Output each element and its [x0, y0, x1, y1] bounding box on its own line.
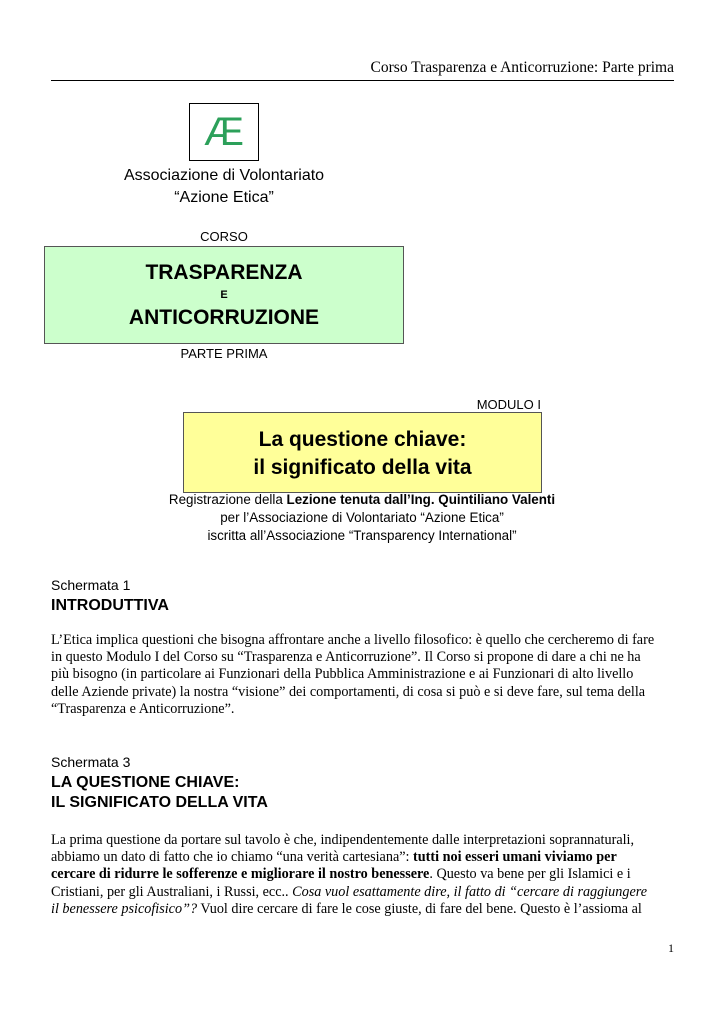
- italic-run: il benessere psicofisico”?: [51, 900, 198, 917]
- paragraph-line: La prima questione da portare sul tavolo è che, indipendentemente dalle interpretazioni soprannaturali,: [51, 832, 635, 848]
- section3-title-line-1: LA QUESTIONE CHIAVE:: [51, 774, 240, 791]
- section3-paragraph: [51, 832, 675, 918]
- page-number: 1: [668, 941, 674, 955]
- association-name: [44, 165, 404, 209]
- course-label: CORSO: [200, 229, 248, 244]
- text-run: . Questo va bene per gli Islamici e i: [429, 866, 631, 883]
- section3-label: Schermata 3: [51, 754, 131, 770]
- module-title-line-1: La questione chiave:: [258, 428, 467, 451]
- paragraph-line: [51, 849, 675, 866]
- course-title-box: [44, 246, 404, 344]
- module-title-line-2: il significato della vita: [253, 456, 472, 479]
- bold-run: tutti noi esseri umani viviamo per: [413, 849, 617, 866]
- text-run: abbiamo un dato di fatto che io chiamo “una verità cartesiana”:: [51, 849, 414, 866]
- paragraph-line: [51, 884, 675, 901]
- paragraph-line: in questo Modulo I del Corso su “Trasparenza e Anticorruzione”. Il Corso si propone di dare a chi ne ha: [51, 649, 641, 666]
- section1-title: INTRODUTTIVA: [51, 597, 169, 614]
- running-header: Corso Trasparenza e Anticorruzione: Parte prima: [51, 56, 674, 81]
- section1-label: Schermata 1: [51, 577, 131, 593]
- paragraph-line: delle Aziende private) la nostra “visione” dei comportamenti, di cosa si può e si deve fare, sul tema della: [51, 683, 646, 700]
- association-logo: [189, 103, 259, 161]
- course-title-line-2: ANTICORRUZIONE: [128, 306, 320, 329]
- registration-lecturer: Lezione tenuta dall’Ing. Quintiliano Valenti: [286, 492, 556, 507]
- bold-run: cercare di ridurre le sofferenze e migliorare il nostro benessere: [51, 866, 430, 883]
- registration-line-1: [44, 491, 680, 509]
- paragraph-line: più bisogno (in particolare ai Funzionari della Pubblica Amministrazione e ai Funzionari di alto livello: [51, 666, 634, 683]
- italic-run: Cosa vuol esattamente dire, il fatto di “cercare di raggiungere: [292, 883, 648, 900]
- module-title-box: [183, 412, 542, 493]
- registration-prefix: Registrazione della: [168, 492, 287, 507]
- association-line-1: Associazione di Volontariato: [123, 167, 325, 184]
- association-line-2: “Azione Etica”: [174, 189, 274, 206]
- course-title-joiner: E: [220, 289, 228, 301]
- registration-line-3: iscritta all’Associazione “Transparency International”: [207, 528, 517, 543]
- ae-logo-mark: Æ: [204, 110, 244, 154]
- text-run: Vuol dire cercare di fare le cose giuste, di fare del bene. Questo è l’assioma al: [197, 900, 642, 917]
- course-part: PARTE PRIMA: [180, 346, 268, 361]
- text-run: Cristiani, per gli Australiani, i Russi, ecc..: [51, 883, 293, 900]
- paragraph-line: “Trasparenza e Anticorruzione”.: [51, 700, 235, 717]
- paragraph-line: L’Etica implica questioni che bisogna affrontare anche a livello filosofico: è quello che cercheremo di fare: [51, 632, 655, 648]
- section3-title-line-2: IL SIGNIFICATO DELLA VITA: [51, 794, 268, 811]
- course-title-line-1: TRASPARENZA: [145, 261, 303, 284]
- registration-line-2: per l’Associazione di Volontariato “Azione Etica”: [220, 510, 504, 525]
- paragraph-line: [51, 901, 675, 918]
- section1-paragraph: [51, 632, 675, 718]
- module-label: MODULO I: [476, 397, 541, 412]
- paragraph-line: [51, 866, 675, 883]
